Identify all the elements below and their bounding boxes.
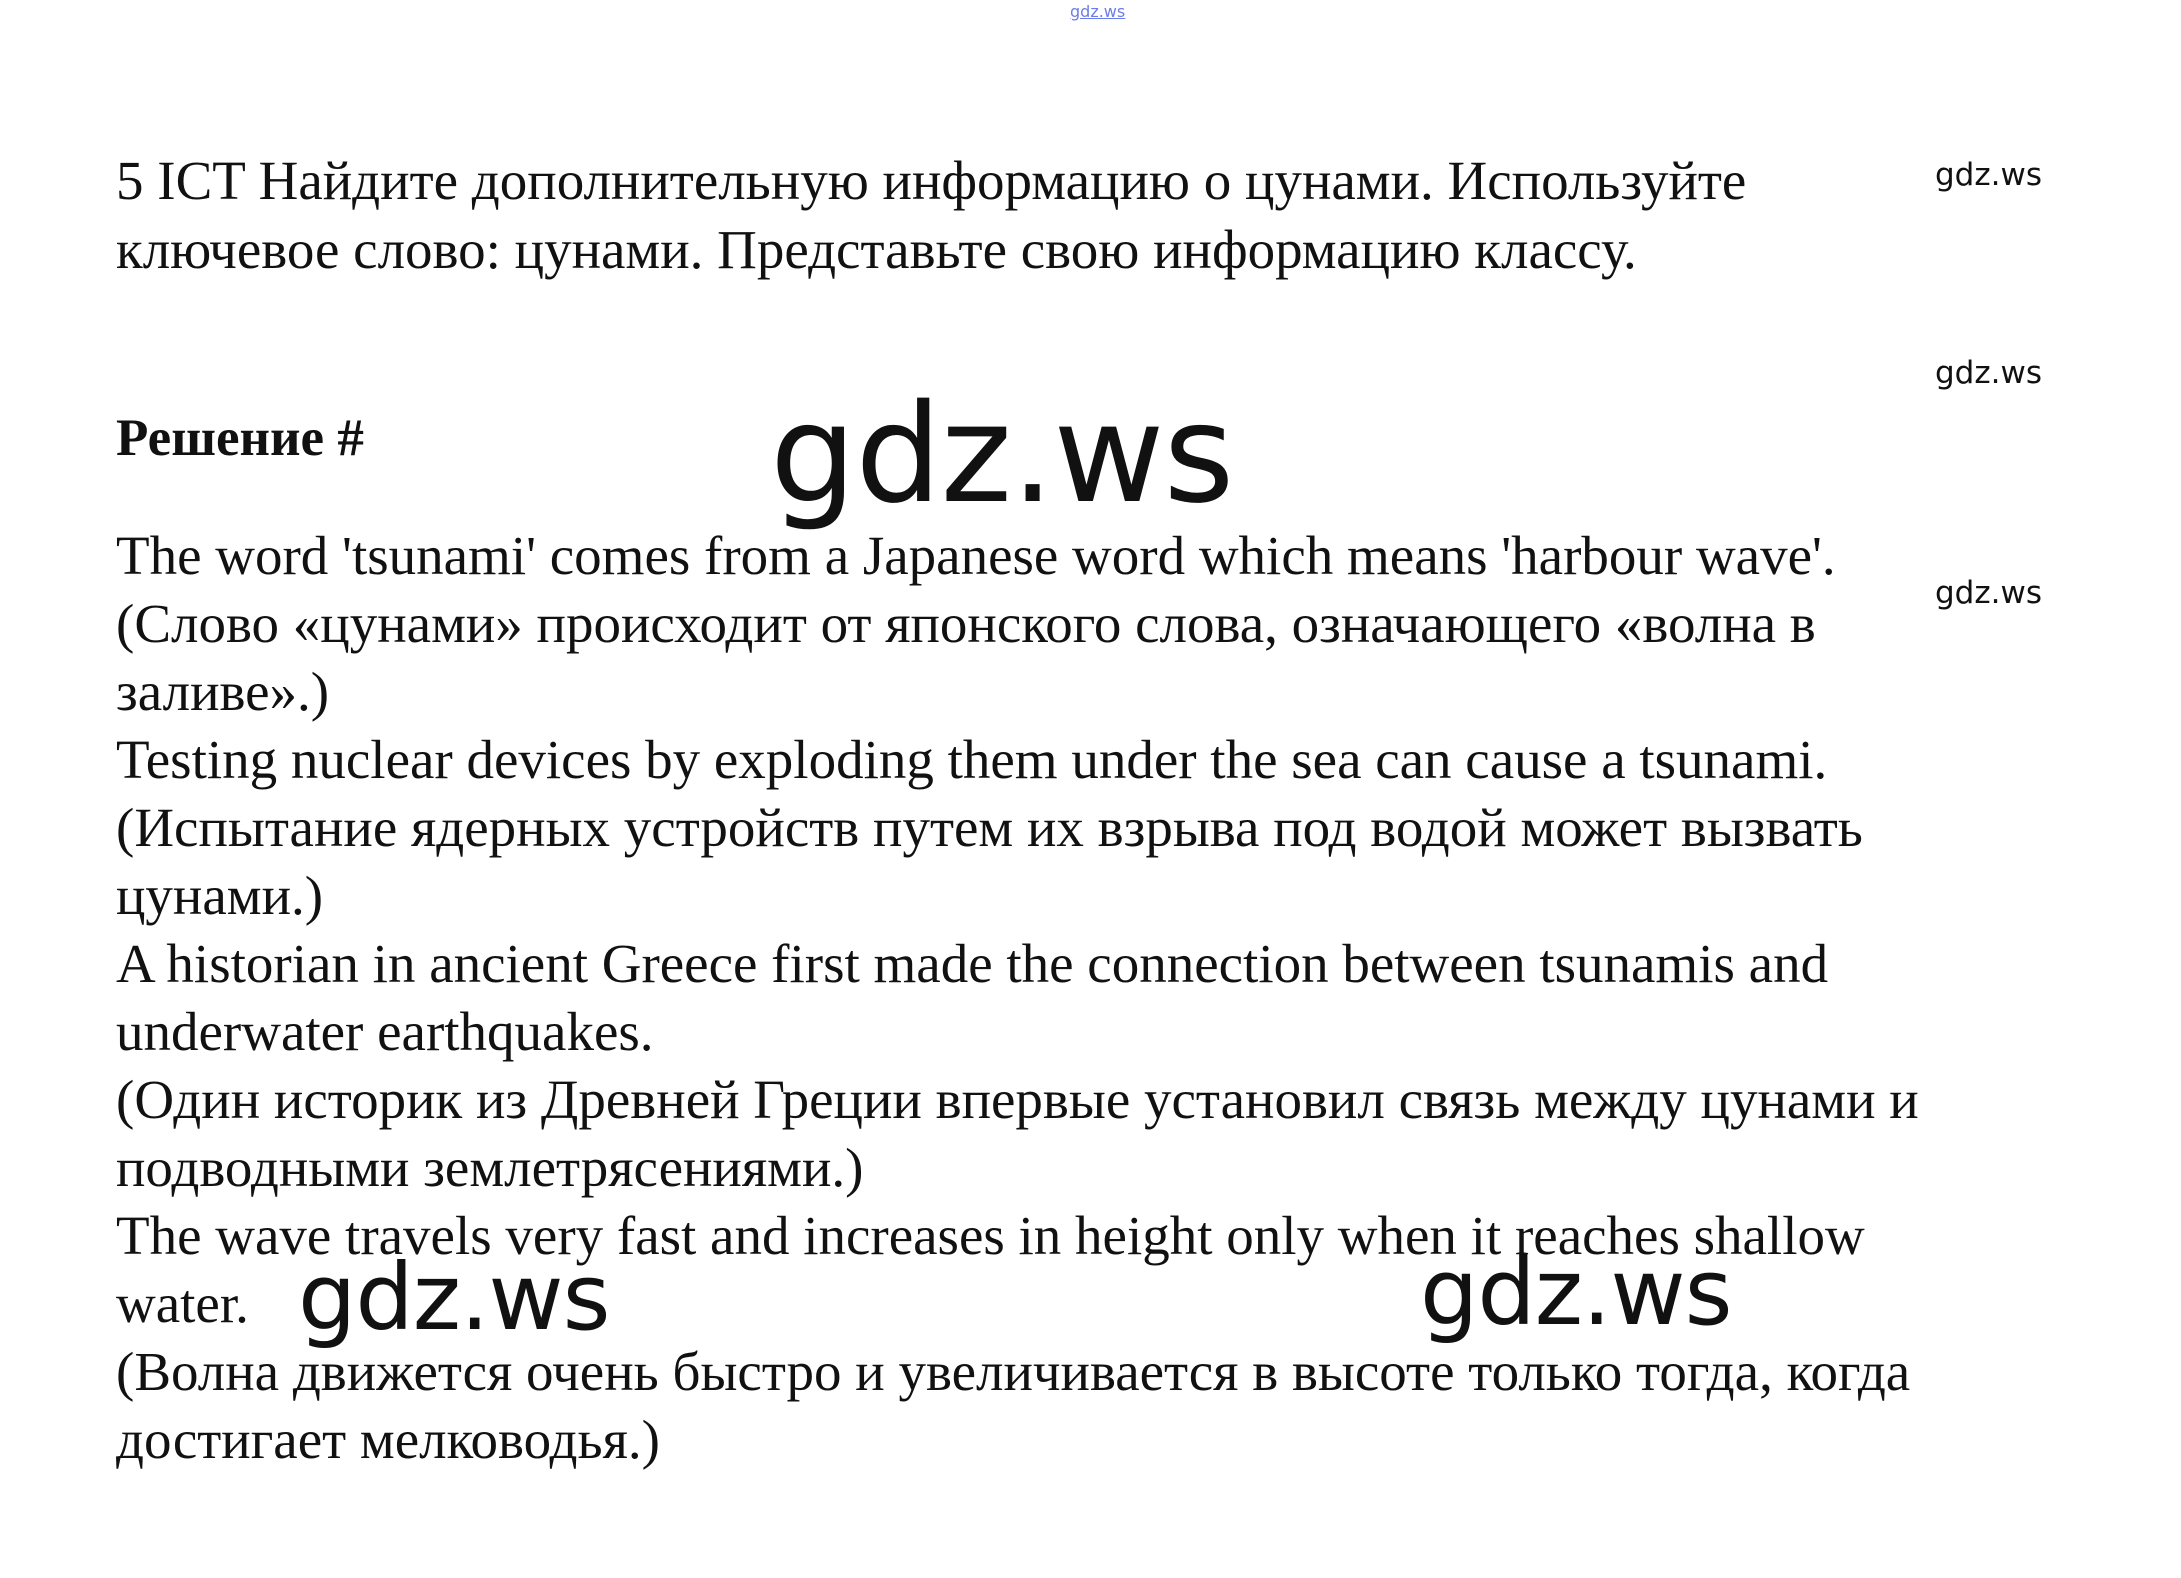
task-text (116, 146, 1916, 284)
solution-line: A historian in ancient Greece first made the connection between tsunamis and (116, 933, 1829, 994)
watermark-small: gdz.ws (1935, 355, 2042, 391)
solution-line: (Испытание ядерных устройств путем их взрыва под водой может вызвать (116, 797, 1863, 858)
solution-line: достигает мелководья.) (116, 1409, 660, 1470)
solution-line: Testing nuclear devices by exploding them under the sea can cause a tsunami. (116, 729, 1828, 790)
watermark-large: gdz.ws (1420, 1239, 1732, 1346)
solution-line: цунами.) (116, 865, 324, 926)
solution-line: The wave travels very fast and increases in height only when it reaches shallow (116, 1205, 1865, 1266)
task-line-2: ключевое слово: цунами. Представьте свою информацию классу. (116, 219, 1637, 280)
watermark-small: gdz.ws (1935, 157, 2042, 193)
top-site-mark[interactable]: gdz.ws (1070, 2, 1126, 21)
solution-line: (Волна движется очень быстро и увеличивается в высоте только тогда, когда (116, 1341, 1911, 1402)
solution-line: water. (116, 1273, 249, 1334)
watermark-small: gdz.ws (1935, 575, 2042, 611)
watermark-large: gdz.ws (770, 376, 1234, 534)
solution-line: (Один историк из Древней Греции впервые установил связь между цунами и (116, 1069, 1919, 1130)
solution-line: заливе».) (116, 661, 330, 722)
task-line-1: 5 ICT Найдите дополнительную информацию о цунами. Используйте (116, 150, 1747, 211)
solution-line: The word 'tsunami' comes from a Japanese word which means 'harbour wave'. (116, 525, 1836, 586)
watermark-large: gdz.ws (298, 1244, 610, 1351)
solution-line: подводными землетрясениями.) (116, 1137, 864, 1198)
solution-heading: Решение # (116, 409, 364, 467)
solution-line: (Слово «цунами» происходит от японского слова, означающего «волна в (116, 593, 1816, 654)
solution-line: underwater earthquakes. (116, 1001, 654, 1062)
